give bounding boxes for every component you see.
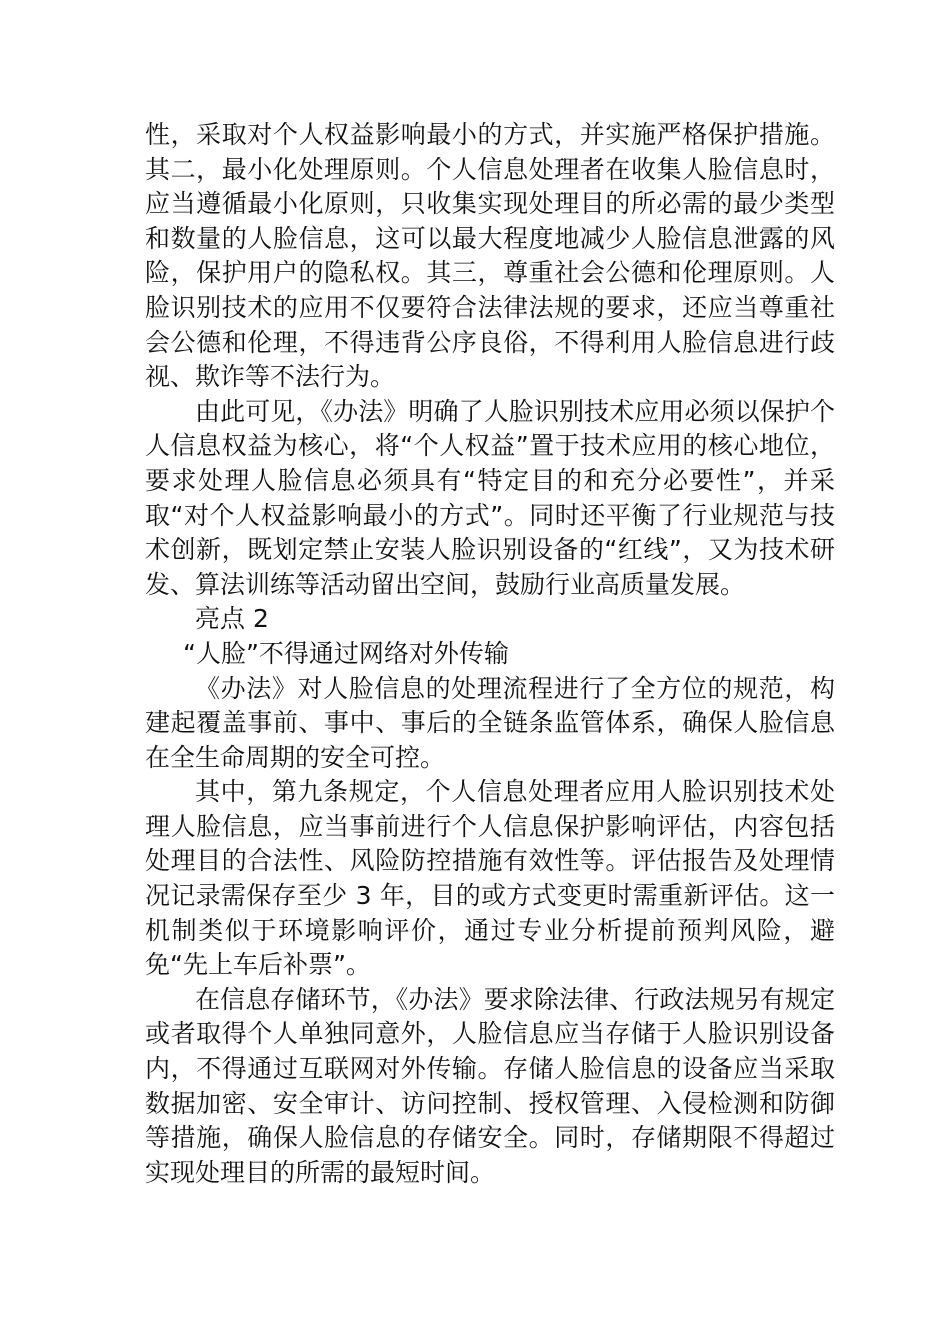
- paragraph-storage: 在信息存储环节，《办法》要求除法律、行政法规另有规定或者取得个人单独同意外，人脸信息应当存储于人脸识别设备内，不得通过互联网对外传输。存储人脸信息的设备应当采取数据加密、安全审计、访问控制、授权管理、入侵检测和防御等措施，确保人脸信息的存储安全。同时，存储期限不得超过实现处理目的所需的最短时间。: [145, 984, 835, 1187]
- section-title: “人脸”不得通过网络对外传输: [183, 638, 509, 668]
- paragraph-principles: 性，采取对个人权益影响最小的方式，并实施严格保护措施。其二，最小化处理原则。个人信息处理者在收集人脸信息时，应当遵循最小化原则，只收集实现处理目的所必需的最少类型和数量的人脸信息，这可以最大程度地减少人脸信息泄露的风险，保护用户的隐私权。其三，尊重社会公德和伦理原则。人脸识别技术的应用不仅要符合法律法规的要求，还应当尊重社会公德和伦理，不得违背公序良俗，不得利用人脸信息进行歧视、欺诈等不法行为。: [145, 120, 835, 392]
- paragraph-article-nine: 其中，第九条规定，个人信息处理者应用人脸识别技术处理人脸信息，应当事前进行个人信息保护影响评估，内容包括处理目的合法性、风险防控措施有效性等。评估报告及处理情况记录需保存至少 3 年，目的或方式变更时需重新评估。这一机制类似于环境影响评价，通过专业分析提前预判风险，避免“先上车后补票”。: [145, 777, 835, 980]
- document-page: [145, 118, 835, 1190]
- section-label: 亮点 2: [195, 604, 269, 634]
- paragraph-overview: 《办法》对人脸信息的处理流程进行了全方位的规范，构建起覆盖事前、事中、事后的全链条监管体系，确保人脸信息在全生命周期的安全可控。: [145, 673, 835, 772]
- paragraph-summary: 由此可见，《办法》明确了人脸识别技术应用必须以保护个人信息权益为核心，将“个人权益”置于技术应用的核心地位，要求处理人脸信息必须具有“特定目的和充分必要性”，并采取“对个人权益影响最小的方式”。同时还平衡了行业规范与技术创新，既划定禁止安装人脸识别设备的“红线”，又为技术研发、算法训练等活动留出空间，鼓励行业高质量发展。: [145, 396, 835, 599]
